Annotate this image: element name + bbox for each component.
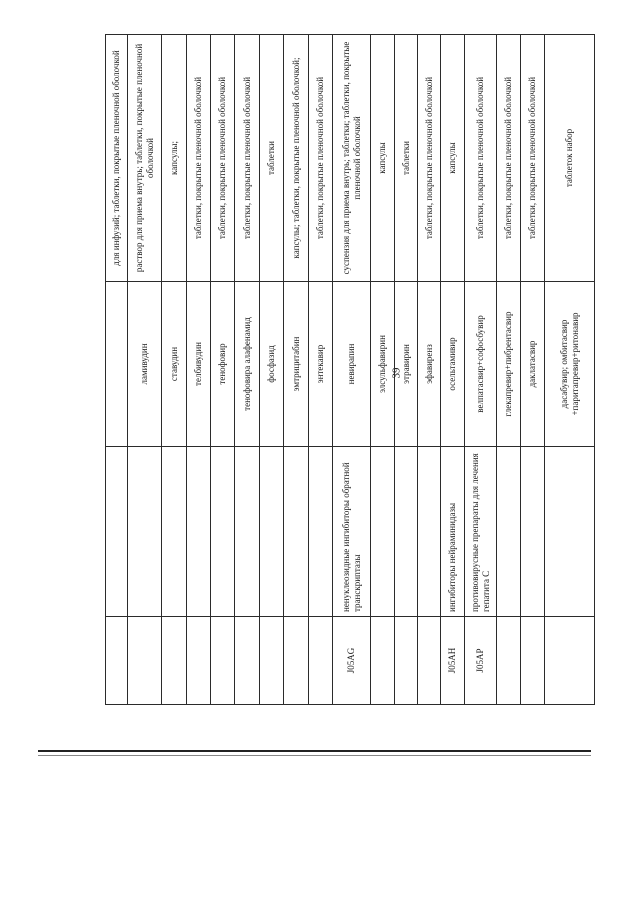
drug-name-cell: невирапин [333, 282, 371, 447]
drug-table [105, 34, 595, 705]
table-row [309, 35, 333, 705]
atc-code-cell: J05AH [441, 617, 465, 705]
table-row [418, 35, 441, 705]
group-cell [521, 447, 545, 617]
table-row [521, 35, 545, 705]
group-cell: ингибиторы нейраминидазы [441, 447, 465, 617]
table-row [187, 35, 211, 705]
dosage-form-cell: капсулы [371, 35, 395, 282]
rotated-table-container [105, 35, 580, 705]
group-cell [497, 447, 521, 617]
table-row [106, 35, 128, 705]
atc-code-cell [497, 617, 521, 705]
page-divider [38, 750, 591, 752]
group-cell [162, 447, 187, 617]
group-cell [284, 447, 309, 617]
drug-name-cell: осельтамивир [441, 282, 465, 447]
drug-name-cell: даклатасвир [521, 282, 545, 447]
drug-name-cell [106, 282, 128, 447]
drug-name-cell: фосфазид [260, 282, 284, 447]
dosage-form-cell: капсулы; таблетки, покрытые пленочной оболочкой; [284, 35, 309, 282]
drug-name-cell: элсульфавирин [371, 282, 395, 447]
dosage-form-cell: для инфузий; таблетки, покрытые пленочной оболочкой [106, 35, 128, 282]
drug-name-cell: тенофовира алафенамид [235, 282, 260, 447]
table-row [545, 35, 595, 705]
dosage-form-cell: капсулы [441, 35, 465, 282]
dosage-form-cell: капсулы; [162, 35, 187, 282]
drug-name-cell: глекапревир+пибрентасвир [497, 282, 521, 447]
dosage-form-cell: таблетки [395, 35, 418, 282]
atc-code-cell: J05AG [333, 617, 371, 705]
atc-code-cell [128, 617, 162, 705]
drug-name-cell: тенофовир [211, 282, 235, 447]
table-row [465, 35, 497, 705]
drug-name-cell: этравирин [395, 282, 418, 447]
dosage-form-cell: таблетки, покрытые пленочной оболочкой [521, 35, 545, 282]
group-cell [545, 447, 595, 617]
drug-name-cell: ставудин [162, 282, 187, 447]
atc-code-cell [371, 617, 395, 705]
atc-code-cell [309, 617, 333, 705]
dosage-form-cell: таблетки, покрытые пленочной оболочкой [187, 35, 211, 282]
group-cell: противовирусные препараты для лечения гепатита C [465, 447, 497, 617]
group-cell [187, 447, 211, 617]
drug-name-cell: энтекавир [309, 282, 333, 447]
table-row [497, 35, 521, 705]
drug-name-cell: телбивудин [187, 282, 211, 447]
dosage-form-cell: таблеток набор [545, 35, 595, 282]
dosage-form-cell: таблетки, покрытые пленочной оболочкой [418, 35, 441, 282]
atc-code-cell [162, 617, 187, 705]
group-cell [418, 447, 441, 617]
table-row [371, 35, 395, 705]
atc-code-cell [211, 617, 235, 705]
dosage-form-cell: таблетки, покрытые пленочной оболочкой [235, 35, 260, 282]
table-row [211, 35, 235, 705]
group-cell [309, 447, 333, 617]
table-row [441, 35, 465, 705]
dosage-form-cell: таблетки, покрытые пленочной оболочкой [309, 35, 333, 282]
dosage-form-cell: таблетки [260, 35, 284, 282]
group-cell [260, 447, 284, 617]
atc-code-cell [284, 617, 309, 705]
drug-name-cell: ламивудин [128, 282, 162, 447]
group-cell [211, 447, 235, 617]
table-row [260, 35, 284, 705]
group-cell [128, 447, 162, 617]
dosage-form-cell: раствор для приема внутрь; таблетки, покрытые пленочной оболочкой [128, 35, 162, 282]
group-cell: ненуклеозидные ингибиторы обратной транскриптазы [333, 447, 371, 617]
drug-name-cell: эфавиренз [418, 282, 441, 447]
group-cell [106, 447, 128, 617]
page-divider-thin [38, 755, 591, 756]
atc-code-cell [395, 617, 418, 705]
group-cell [395, 447, 418, 617]
dosage-form-cell: таблетки, покрытые пленочной оболочкой [497, 35, 521, 282]
atc-code-cell [187, 617, 211, 705]
group-cell [371, 447, 395, 617]
atc-code-cell [418, 617, 441, 705]
dosage-form-cell: таблетки, покрытые пленочной оболочкой [211, 35, 235, 282]
dosage-form-cell: суспензия для приема внутрь; таблетки; таблетки, покрытые пленочной оболочкой [333, 35, 371, 282]
page-number: 39 [390, 367, 403, 379]
atc-code-cell [260, 617, 284, 705]
atc-code-cell [106, 617, 128, 705]
table-row [235, 35, 260, 705]
table-row [333, 35, 371, 705]
table-row [395, 35, 418, 705]
drug-name-cell: велпатасвир+софосбувир [465, 282, 497, 447]
atc-code-cell [235, 617, 260, 705]
drug-name-cell: эмтрицитабин [284, 282, 309, 447]
table-row [128, 35, 162, 705]
dosage-form-cell: таблетки, покрытые пленочной оболочкой [465, 35, 497, 282]
atc-code-cell [521, 617, 545, 705]
atc-code-cell [545, 617, 595, 705]
table-row [162, 35, 187, 705]
drug-name-cell: дасабувир; омбитасвир +паритапревир+ритонавир [545, 282, 595, 447]
table-row [284, 35, 309, 705]
group-cell [235, 447, 260, 617]
atc-code-cell: J05AP [465, 617, 497, 705]
